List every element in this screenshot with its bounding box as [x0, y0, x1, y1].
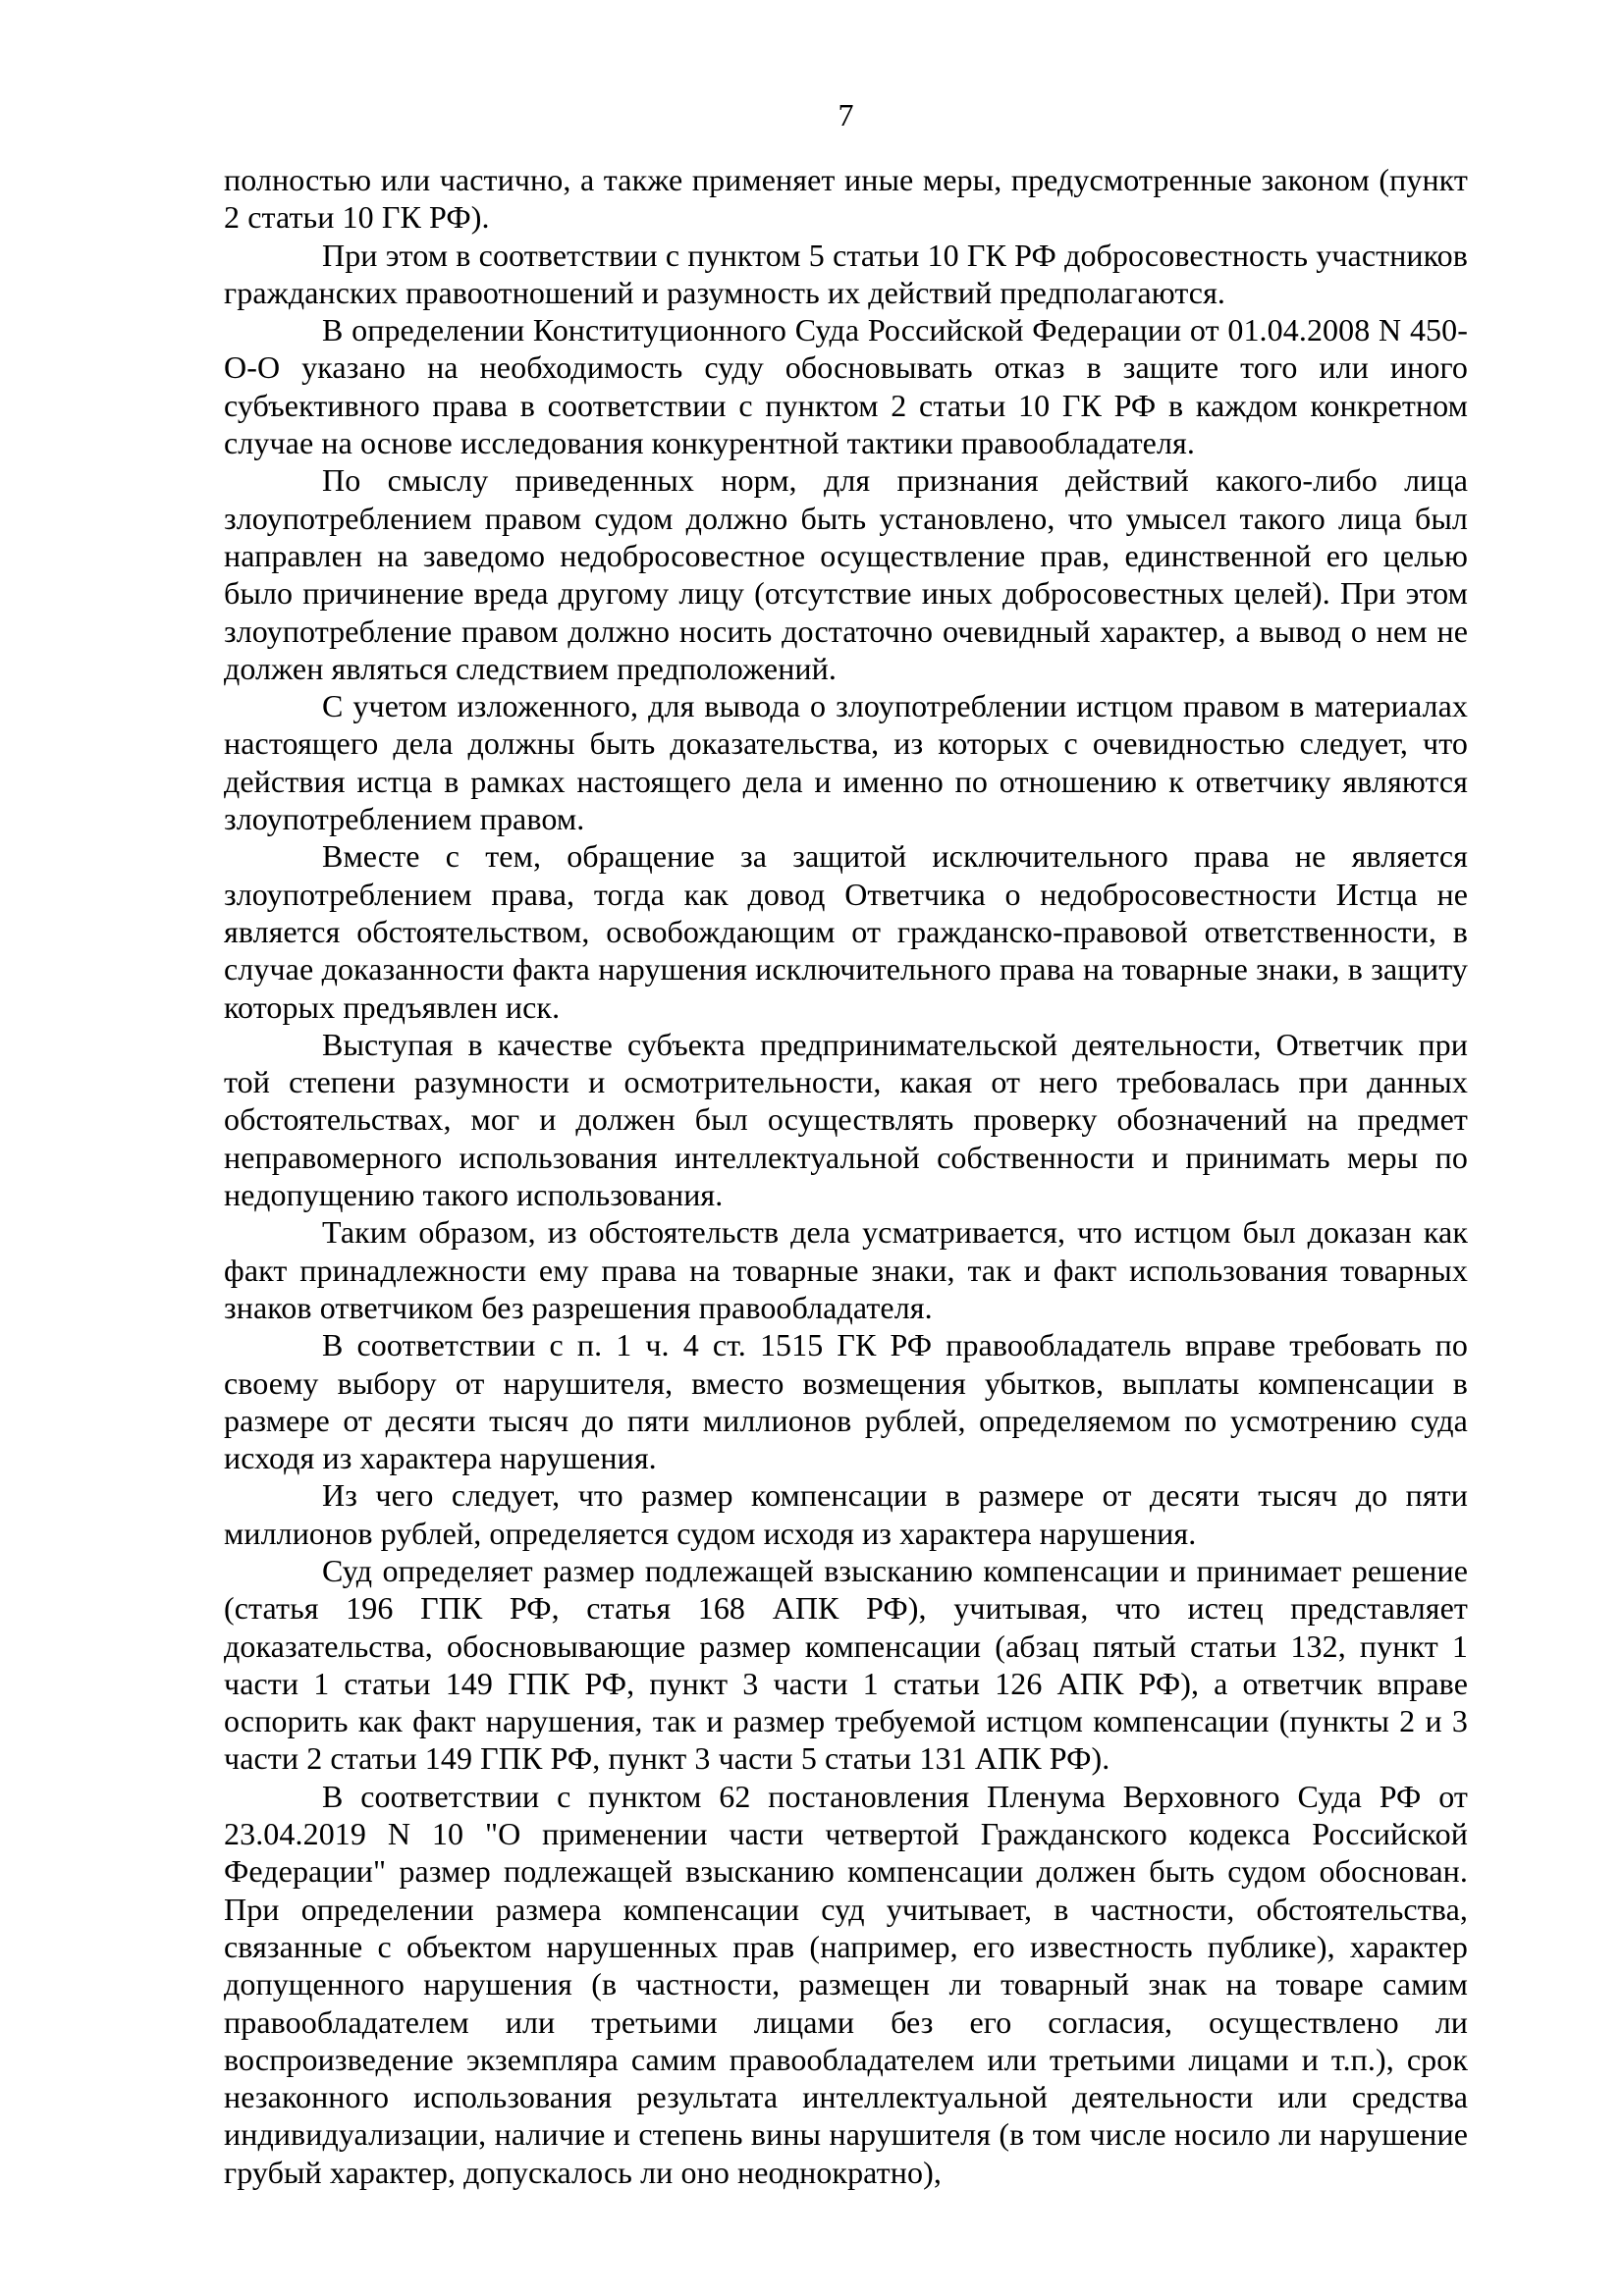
paragraph: В определении Конституционного Суда Российской Федерации от 01.04.2008 N 450-О-О указано на необходимость суду обосновывать отказ в защите того или иного субъективного права в соответствии с пунктом 2 статьи 10 ГК РФ в каждом конкретном случае на основе исследования конкурентной тактики правообладателя.	[224, 312, 1468, 461]
paragraph: В соответствии с п. 1 ч. 4 ст. 1515 ГК РФ правообладатель вправе требовать по своему выбору от нарушителя, вместо возмещения убытков, выплаты компенсации в размере от десяти тысяч до пяти миллионов рублей, определяемом по усмотрению суда исходя из характера нарушения.	[224, 1327, 1468, 1476]
paragraph: Таким образом, из обстоятельств дела усматривается, что истцом был доказан как факт принадлежности ему права на товарные знаки, так и факт использования товарных знаков ответчиком без разрешения правообладателя.	[224, 1214, 1468, 1325]
paragraph: полностью или частично, а также применяет иные меры, предусмотренные законом (пункт 2 статьи 10 ГК РФ).	[224, 162, 1468, 236]
paragraph: Из чего следует, что размер компенсации в размере от десяти тысяч до пяти миллионов рублей, определяется судом исходя из характера нарушения.	[224, 1477, 1468, 1551]
paragraph: Выступая в качестве субъекта предпринимательской деятельности, Ответчик при той степени разумности и осмотрительности, какая от него требовалась при данных обстоятельствах, мог и должен был осуществлять проверку обозначений на предмет неправомерного использования интеллектуальной собственности и принимать меры по недопущению такого использования.	[224, 1026, 1468, 1213]
paragraph: При этом в соответствии с пунктом 5 статьи 10 ГК РФ добросовестность участников гражданских правоотношений и разумность их действий предполагаются.	[224, 237, 1468, 310]
page-number: 7	[838, 97, 854, 133]
paragraph: С учетом изложенного, для вывода о злоупотреблении истцом правом в материалах настоящего дела должны быть доказательства, из которых с очевидностью следует, что действия истца в рамках настоящего дела и именно по отношению к ответчику являются злоупотреблением правом.	[224, 688, 1468, 837]
paragraph: По смыслу приведенных норм, для признания действий какого-либо лица злоупотреблением правом судом должно быть установлено, что умысел такого лица был направлен на заведомо недобросовестное осуществление прав, единственной его целью было причинение вреда другому лицу (отсутствие иных добросовестных целей). При этом злоупотребление правом должно носить достаточно очевидный характер, а вывод о нем не должен являться следствием предположений.	[224, 462, 1468, 686]
document-body	[224, 161, 1468, 2191]
paragraph: В соответствии с пунктом 62 постановления Пленума Верховного Суда РФ от 23.04.2019 N 10 "О применении части четвертой Гражданского кодекса Российской Федерации" размер подлежащей взысканию компенсации должен быть судом обоснован. При определении размера компенсации суд учитывает, в частности, обстоятельства, связанные с объектом нарушенных прав (например, его известность публике), характер допущенного нарушения (в частности, размещен ли товарный знак на товаре самим правообладателем или третьими лицами без его согласия, осуществлено ли воспроизведение экземпляра самим правообладателем или третьими лицами и т.п.), срок незаконного использования результата интеллектуальной деятельности или средства индивидуализации, наличие и степень вины нарушителя (в том числе носило ли нарушение грубый характер, допускалось ли оно неоднократно),	[224, 1778, 1468, 2190]
paragraph: Суд определяет размер подлежащей взысканию компенсации и принимает решение (статья 196 ГПК РФ, статья 168 АПК РФ), учитывая, что истец представляет доказательства, обосновывающие размер компенсации (абзац пятый статьи 132, пункт 1 части 1 статьи 149 ГПК РФ, пункт 3 части 1 статьи 126 АПК РФ), а ответчик вправе оспорить как факт нарушения, так и размер требуемой истцом компенсации (пункты 2 и 3 части 2 статьи 149 ГПК РФ, пункт 3 части 5 статьи 131 АПК РФ).	[224, 1552, 1468, 1777]
paragraph: Вместе с тем, обращение за защитой исключительного права не является злоупотреблением права, тогда как довод Ответчика о недобросовестности Истца не является обстоятельством, освобождающим от гражданско-правовой ответственности, в случае доказанности факта нарушения исключительного права на товарные знаки, в защиту которых предъявлен иск.	[224, 838, 1468, 1025]
